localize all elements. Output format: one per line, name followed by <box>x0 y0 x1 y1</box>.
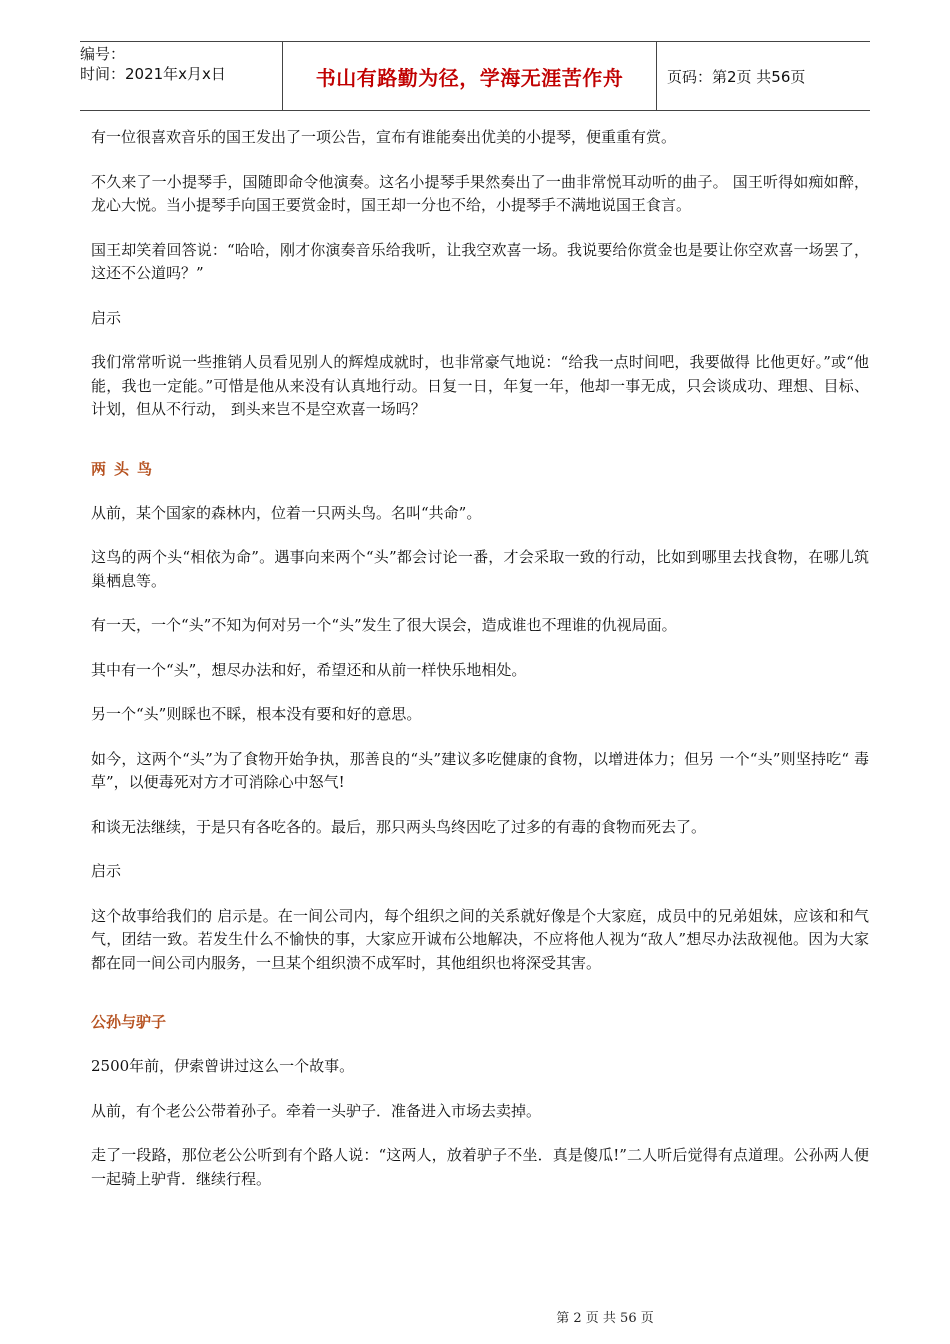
page-header <box>80 41 870 111</box>
paragraph: 有一位很喜欢音乐的国王发出了一项公告，宣布有谁能奏出优美的小提琴，便重重有赏。 <box>91 128 677 146</box>
paragraph: 启示 <box>91 308 122 327</box>
paragraph: 我们常常听说一些推销人员看见别人的辉煌成就时，也非常豪气地说：“给我一点时间吧，我要做得 比他更好。”或“他能，我也一定能。”可惜是他从来没有认真地行动。日复一日，年复一年，他却一事无成，只会谈成功、理想、目标、计划，但从不行动， 到头来岂不是空欢喜一场吗？ <box>91 353 869 418</box>
section-heading: 两头鸟 <box>91 459 161 478</box>
paragraph: 这鸟的两个头“相依为命”。遇事向来两个“头”都会讨论一番，才会采取一致的行动，比如到哪里去找食物，在哪儿筑巢栖息等。 <box>91 548 869 590</box>
document-date: 时间：2021年x月x日 <box>80 65 226 83</box>
paragraph: 国王却笑着回答说：“哈哈，刚才你演奏音乐给我听，让我空欢喜一场。我说要给你赏金也是要让你空欢喜一场罢了，这还不公道吗？” <box>91 240 869 282</box>
paragraph: 和谈无法继续，于是只有各吃各的。最后，那只两头鸟终因吃了过多的有毒的食物而死去了。 <box>91 817 707 836</box>
header-motto-cell <box>282 42 657 110</box>
paragraph: 另一个“头”则睬也不睬，根本没有要和好的意思。 <box>91 705 422 723</box>
section-heading: 公孙与驴子 <box>91 1013 167 1031</box>
footer-page-number: 第 2 页 共 56 页 <box>556 1311 654 1326</box>
header-motto: 书山有路勤为径，学海无涯苦作舟 <box>315 65 624 90</box>
paragraph: 不久来了一小提琴手，国随即命令他演奏。这名小提琴手果然奏出了一曲非常悦耳动听的曲子。 国王听得如痴如醉，龙心大悦。当小提琴手向国王要赏金时，国王却一分也不给，小提琴手不满地说国王食言。 <box>91 172 869 214</box>
paragraph: 走了一段路，那位老公公听到有个路人说：“这两人，放着驴子不坐．真是傻瓜!”二人听后觉得有点道理。公孙两人便一起骑上驴背．继续行程。 <box>91 1146 869 1188</box>
header-page-info: 页码：第2页 共56页 <box>667 67 806 86</box>
header-meta-cell <box>80 42 282 110</box>
header-page-cell <box>657 42 870 110</box>
document-number-label: 编号： <box>80 45 126 63</box>
paragraph: 从前，有个老公公带着孙子。牵着一头驴子．准备进入市场去卖掉。 <box>91 1101 542 1120</box>
paragraph: 从前，某个国家的森林内，位着一只两头鸟。名叫“共命”。 <box>91 503 482 522</box>
paragraph: 这个故事给我们的 启示是。在一间公司内，每个组织之间的关系就好像是个大家庭，成员中的兄弟姐妹，应该和和气气，团结一致。若发生什么不愉快的事，大家应开诚布公地解决，不应将他人视为“敌人”想尽办法敌视他。因为大家都在同一间公司内服务，一旦某个组织溃不成军时，其他组织也将深受其害。 <box>91 906 869 972</box>
paragraph: 如今，这两个“头”为了食物开始争执，那善良的“头”建议多吃健康的食物，以增进体力；但另 一个“头”则坚持吃“ 毒草”，以便毒死对方才可消除心中怒气! <box>91 749 869 791</box>
paragraph: 启示 <box>91 862 122 880</box>
paragraph: 2500年前，伊索曾讲过这么一个故事。 <box>91 1057 355 1075</box>
paragraph: 有一天，一个“头”不知为何对另一个“头”发生了很大误会，造成谁也不理谁的仇视局面。 <box>91 616 677 634</box>
page-footer <box>0 1307 950 1326</box>
document-body <box>91 126 869 1212</box>
paragraph: 其中有一个“头”，想尽办法和好，希望还和从前一样快乐地相处。 <box>91 660 527 679</box>
